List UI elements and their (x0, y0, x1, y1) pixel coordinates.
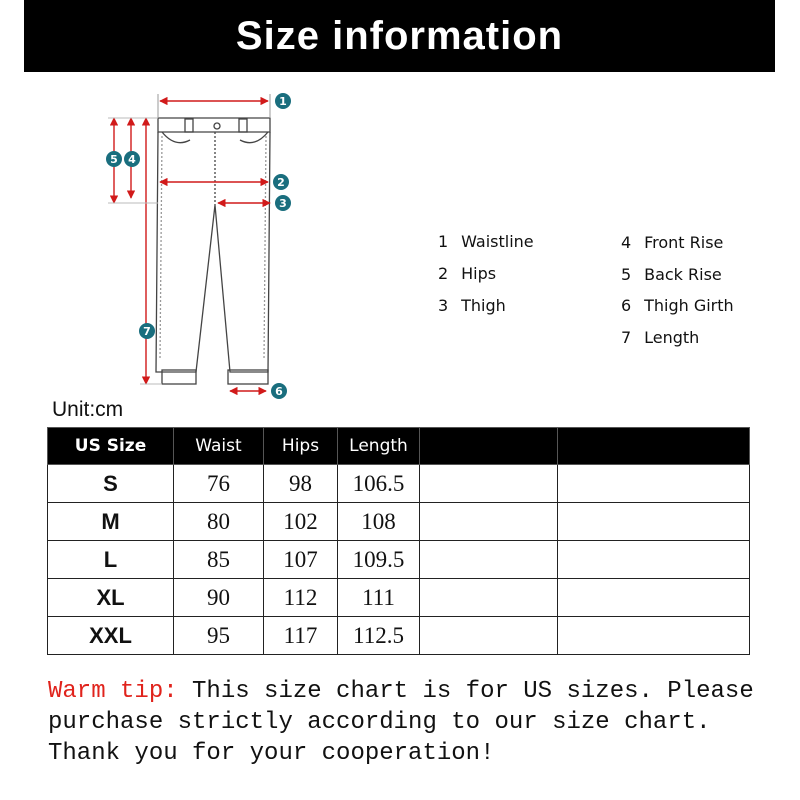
cell-hips: 107 (264, 541, 338, 579)
header-empty-1 (420, 428, 558, 465)
legend-label: Thigh (461, 296, 506, 315)
legend-item-waistline (438, 232, 534, 251)
cell-empty (558, 617, 750, 655)
warm-tip-text: This size chart is for US sizes. Please purchase strictly according to our size chart. Thank you for your cooperation! (48, 678, 754, 767)
marker-4-label: 4 (128, 153, 136, 166)
cell-hips: 98 (264, 465, 338, 503)
legend-item-thigh-girth (621, 296, 734, 315)
cell-waist: 90 (174, 579, 264, 617)
legend-item-length (621, 328, 699, 347)
header-length: Length (338, 428, 420, 465)
cell-length: 109.5 (338, 541, 420, 579)
legend-label: Thigh Girth (644, 296, 734, 315)
cell-length: 111 (338, 579, 420, 617)
warm-tip-label: Warm tip: (48, 678, 178, 705)
size-table (47, 427, 750, 655)
cell-waist: 80 (174, 503, 264, 541)
cell-empty (420, 617, 558, 655)
title-banner (24, 0, 775, 72)
cell-hips: 112 (264, 579, 338, 617)
marker-1-label: 1 (279, 95, 287, 108)
header-waist: Waist (174, 428, 264, 465)
page-title: Size information (235, 13, 564, 58)
legend-number: 3 (438, 296, 449, 315)
legend-number: 6 (621, 296, 632, 315)
pants-outline (156, 118, 270, 384)
cell-size: XXL (48, 617, 174, 655)
unit-label: Unit:cm (52, 398, 124, 421)
marker-3-label: 3 (279, 197, 287, 210)
cell-empty (420, 541, 558, 579)
cell-size: L (48, 541, 174, 579)
cell-hips: 102 (264, 503, 338, 541)
legend-item-front-rise (621, 233, 723, 252)
cell-size: S (48, 465, 174, 503)
table-row (48, 503, 750, 541)
cell-waist: 76 (174, 465, 264, 503)
cell-length: 106.5 (338, 465, 420, 503)
cell-size: M (48, 503, 174, 541)
legend-label: Back Rise (644, 265, 722, 284)
legend-label: Length (644, 328, 700, 347)
legend-label: Waistline (461, 232, 534, 251)
marker-5-label: 5 (110, 153, 118, 166)
legend-item-hips (438, 264, 496, 283)
legend-item-back-rise (621, 265, 722, 284)
table-row (48, 617, 750, 655)
marker-2-label: 2 (277, 176, 285, 189)
cell-empty (558, 465, 750, 503)
cell-size: XL (48, 579, 174, 617)
cell-length: 112.5 (338, 617, 420, 655)
cell-empty (420, 579, 558, 617)
cell-waist: 85 (174, 541, 264, 579)
cell-empty (558, 579, 750, 617)
marker-6-label: 6 (275, 385, 283, 398)
cell-empty (420, 465, 558, 503)
legend-number: 4 (621, 233, 632, 252)
legend-number: 2 (438, 264, 449, 283)
header-hips: Hips (264, 428, 338, 465)
cell-empty (420, 503, 558, 541)
legend-number: 5 (621, 265, 632, 284)
marker-7-label: 7 (143, 325, 151, 338)
cell-empty (558, 541, 750, 579)
cell-hips: 117 (264, 617, 338, 655)
table-header-row (48, 428, 750, 465)
table-row (48, 465, 750, 503)
cell-waist: 95 (174, 617, 264, 655)
cell-length: 108 (338, 503, 420, 541)
measurement-arrows (108, 94, 270, 391)
legend-number: 7 (621, 328, 632, 347)
table-row (48, 579, 750, 617)
legend-item-thigh (438, 296, 506, 315)
legend-number: 1 (438, 232, 449, 251)
warm-tip (48, 676, 768, 769)
cell-empty (558, 503, 750, 541)
header-us-size: US Size (48, 428, 174, 465)
table-row (48, 541, 750, 579)
pants-diagram (95, 85, 305, 410)
header-empty-2 (558, 428, 750, 465)
legend-label: Front Rise (644, 233, 724, 252)
legend-label: Hips (461, 264, 497, 283)
